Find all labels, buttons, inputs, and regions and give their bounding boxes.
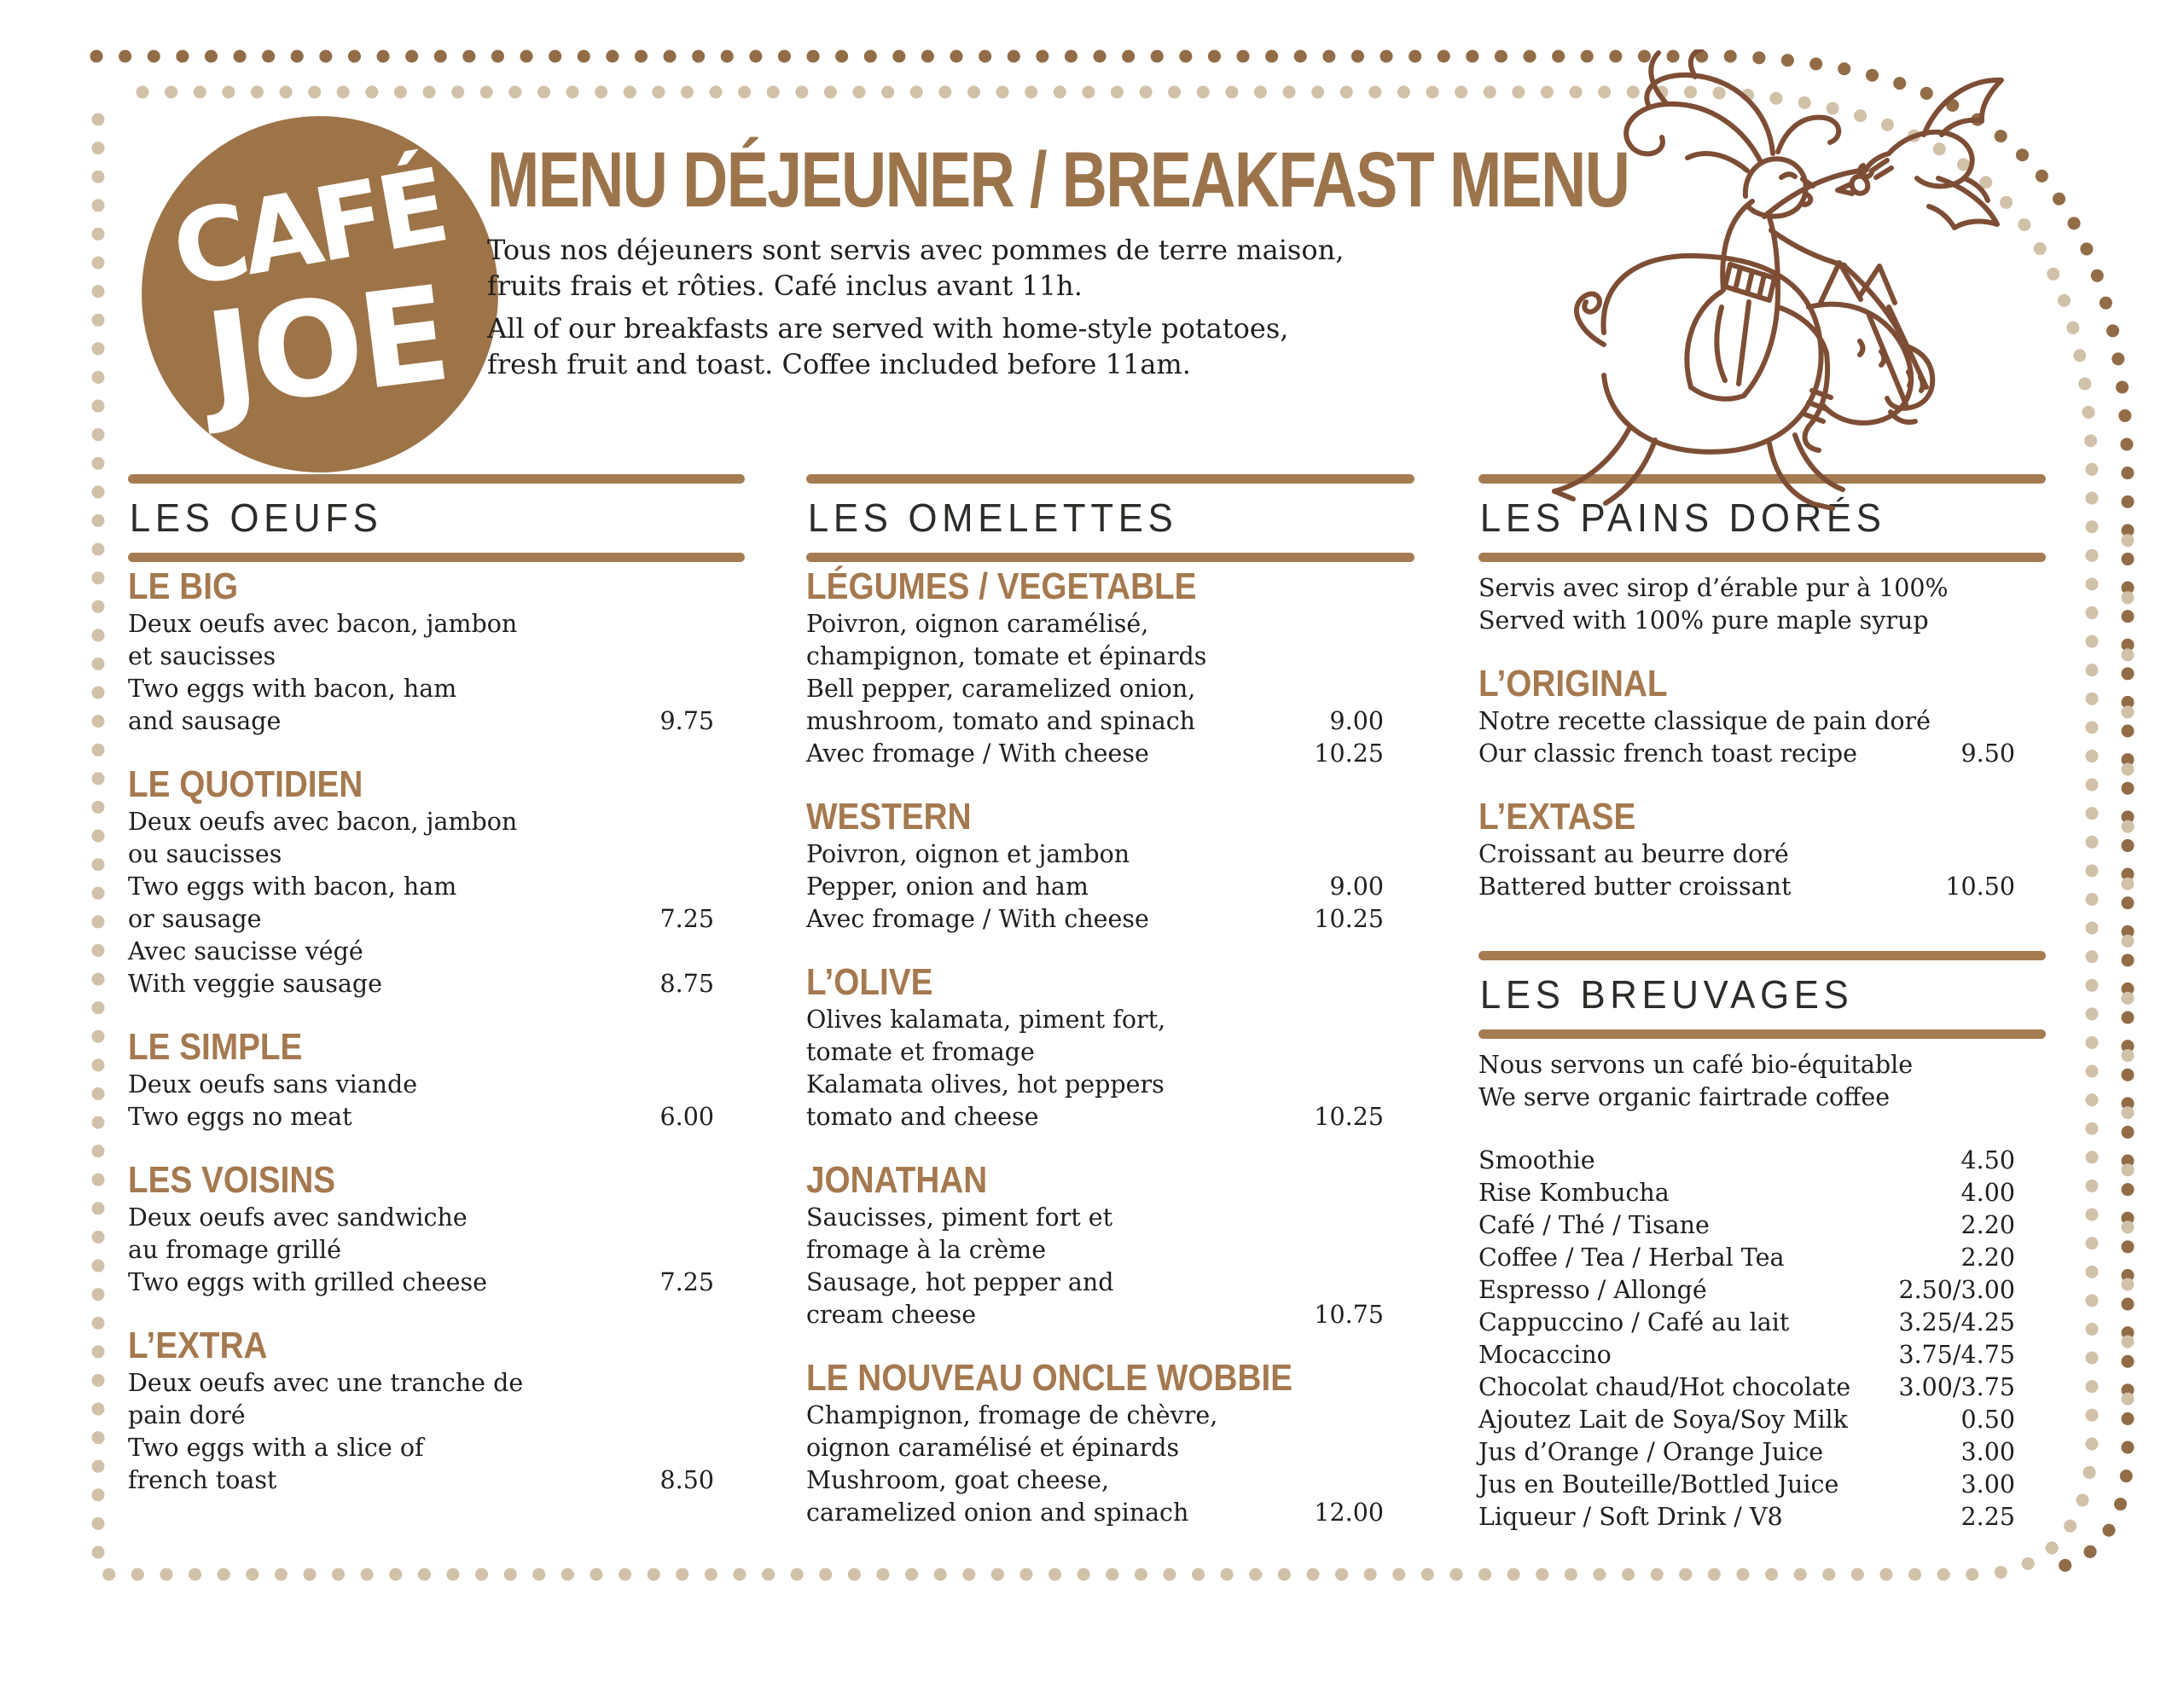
menu-column-les-omelettes — [806, 474, 1414, 1529]
menu-item — [128, 765, 745, 1000]
section-rule-bottom — [1478, 1029, 2046, 1039]
drink-row — [1478, 1371, 2046, 1404]
drinks-list — [1478, 1145, 2046, 1533]
item-line-text: Mushroom, goat cheese, — [806, 1466, 1110, 1494]
item-line — [128, 1432, 745, 1464]
drink-row — [1478, 1177, 2046, 1209]
item-line — [806, 1069, 1414, 1101]
drink-row — [1478, 1209, 2046, 1242]
item-name: L’OLIVE — [806, 961, 933, 1003]
item-price: 12.00 — [1314, 1499, 1384, 1527]
item-line — [806, 1400, 1414, 1432]
item-line-text: Jus d’Orange / Orange Juice — [1478, 1438, 1824, 1466]
item-price: 10.50 — [1945, 872, 2015, 901]
section-title: LES OMELETTES — [807, 496, 1178, 540]
item-line — [806, 838, 1414, 871]
logo-word-cafe: CAFÉ — [164, 147, 453, 311]
item-line-text: Two eggs with bacon, ham — [128, 675, 457, 703]
item-line-text: Jus en Bouteille/Bottled Juice — [1478, 1470, 1839, 1499]
item-price: 8.50 — [659, 1466, 714, 1494]
item-line-text: oignon caramélisé et épinards — [806, 1434, 1180, 1462]
item-line — [128, 1234, 745, 1267]
drink-row — [1478, 1145, 2046, 1177]
section-rule-top — [1478, 951, 2046, 960]
item-line — [806, 1234, 1414, 1267]
item-line-text: Poivron, oignon caramélisé, — [806, 610, 1149, 638]
section-intro-line: Served with 100% pure maple syrup — [1478, 606, 1929, 635]
menu-item — [806, 1161, 1414, 1331]
menu-item — [806, 567, 1414, 770]
item-name: LÉGUMES / VEGETABLE — [806, 565, 1197, 607]
menu-item — [806, 797, 1414, 936]
item-price: 10.25 — [1314, 739, 1384, 768]
item-line-text: pain doré — [128, 1401, 246, 1429]
item-line — [806, 608, 1414, 641]
item-line-text: Café / Thé / Tisane — [1478, 1211, 1710, 1239]
menu-item — [806, 963, 1414, 1133]
intro-line-en-1: All of our breakfasts are served with home-style potatoes, — [487, 312, 1289, 345]
item-line-text: et saucisses — [128, 642, 276, 670]
item-line-text: Deux oeufs avec sandwiche — [128, 1203, 468, 1232]
item-price: 2.25 — [1960, 1503, 2015, 1531]
item-price: 9.00 — [1329, 707, 1384, 735]
drink-row — [1478, 1436, 2046, 1469]
drink-row — [1478, 1404, 2046, 1436]
item-line — [806, 641, 1414, 673]
item-line — [806, 1464, 1414, 1497]
menu-item — [128, 567, 745, 738]
item-line-text: Battered butter croissant — [1478, 872, 1792, 901]
item-line-text: Cappuccino / Café au lait — [1478, 1308, 1790, 1336]
item-price: 3.00/3.75 — [1898, 1373, 2015, 1401]
item-line-text: french toast — [128, 1466, 277, 1494]
item-line-text: champignon, tomate et épinards — [806, 642, 1207, 670]
item-line-text: Pepper, onion and ham — [806, 872, 1089, 901]
intro-line-en-2: fresh fruit and toast. Coffee included before 11am. — [487, 348, 1191, 380]
section-title: LES PAINS DORÉS — [1479, 496, 1886, 540]
item-line-text: mushroom, tomato and spinach — [806, 707, 1196, 735]
item-line-text: Deux oeufs avec une tranche de — [128, 1369, 524, 1397]
item-line-text: Espresso / Allongé — [1478, 1276, 1707, 1304]
item-line — [806, 903, 1414, 936]
item-name: LE SIMPLE — [128, 1026, 303, 1068]
intro-line-fr-2: fruits frais et rôties. Café inclus avant 11h. — [487, 270, 1083, 302]
item-line-text: Rise Kombucha — [1478, 1179, 1670, 1207]
section-header — [128, 474, 745, 562]
section-rule-top — [806, 474, 1414, 484]
masthead — [487, 136, 1767, 382]
drink-row — [1478, 1307, 2046, 1339]
item-price: 3.00 — [1960, 1470, 2015, 1499]
section-title: LES OEUFS — [129, 496, 383, 540]
item-name: LES VOISINS — [128, 1159, 336, 1201]
item-line — [806, 1299, 1414, 1331]
item-line — [128, 903, 745, 936]
item-price: 10.25 — [1314, 905, 1384, 933]
item-name: LE QUOTIDIEN — [128, 763, 363, 805]
item-name: L’EXTRA — [128, 1325, 268, 1366]
item-line-text: Saucisses, piment fort et — [806, 1203, 1113, 1232]
item-line-text: Our classic french toast recipe — [1478, 739, 1858, 768]
item-price: 7.25 — [659, 1268, 714, 1296]
item-line-text: tomate et fromage — [806, 1038, 1035, 1066]
item-line-text: Chocolat chaud/Hot chocolate — [1478, 1373, 1851, 1401]
section-title: LES BREUVAGES — [1479, 972, 1854, 1017]
item-name: WESTERN — [806, 796, 972, 838]
item-line-text: Liqueur / Soft Drink / V8 — [1478, 1503, 1783, 1531]
item-line-text: Mocaccino — [1478, 1341, 1612, 1369]
item-price: 6.00 — [659, 1103, 714, 1131]
item-line — [128, 1101, 745, 1133]
item-line — [128, 1069, 745, 1101]
item-line-text: Champignon, fromage de chèvre, — [806, 1401, 1218, 1429]
section-rule-bottom — [806, 553, 1414, 562]
item-line-text: Deux oeufs avec bacon, jambon — [128, 808, 518, 836]
section-intro-line: We serve organic fairtrade coffee — [1478, 1083, 1891, 1111]
item-line-text: Deux oeufs sans viande — [128, 1070, 418, 1099]
item-line-text: Bell pepper, caramelized onion, — [806, 675, 1196, 703]
intro-line-fr-1: Tous nos déjeuners sont servis avec pommes de terre maison, — [487, 234, 1345, 266]
item-line — [806, 738, 1414, 770]
item-line — [128, 705, 745, 738]
item-line — [128, 1464, 745, 1497]
menu-item — [1478, 664, 2046, 770]
item-price: 9.75 — [659, 707, 714, 735]
item-price: 4.00 — [1960, 1179, 2015, 1207]
menu-item — [128, 1326, 745, 1497]
item-line — [806, 1101, 1414, 1133]
item-line — [806, 1004, 1414, 1036]
item-line — [128, 838, 745, 871]
item-line — [806, 871, 1414, 903]
item-line — [806, 1432, 1414, 1464]
item-line-text: Notre recette classique de pain doré — [1478, 707, 1931, 735]
item-line-text: cream cheese — [806, 1301, 977, 1329]
item-line-text: Sausage, hot pepper and — [806, 1268, 1114, 1296]
item-name: JONATHAN — [806, 1159, 988, 1201]
item-line — [806, 1267, 1414, 1299]
item-line-text: Coffee / Tea / Herbal Tea — [1478, 1244, 1785, 1272]
item-line-text: Two eggs with a slice of — [128, 1434, 424, 1462]
item-line-text: ou saucisses — [128, 840, 282, 868]
item-name: LE NOUVEAU ONCLE WOBBIE — [806, 1357, 1293, 1399]
item-line — [128, 673, 745, 705]
item-line-text: au fromage grillé — [128, 1236, 342, 1264]
item-line-text: Smoothie — [1478, 1146, 1595, 1174]
item-price: 2.20 — [1960, 1211, 2015, 1239]
menu-item — [128, 1161, 745, 1299]
item-line — [1478, 871, 2046, 903]
item-line-text: Deux oeufs avec bacon, jambon — [128, 610, 518, 638]
item-price: 10.25 — [1314, 1103, 1384, 1131]
menu-column-pains-dores-breuvages — [1478, 474, 2046, 1533]
item-line — [128, 871, 745, 903]
item-price: 2.50/3.00 — [1898, 1276, 2015, 1304]
item-line — [128, 1400, 745, 1432]
menu-item — [128, 1028, 745, 1133]
drink-row — [1478, 1469, 2046, 1501]
item-line-text: Ajoutez Lait de Soya/Soy Milk — [1478, 1406, 1848, 1434]
drink-row — [1478, 1501, 2046, 1533]
item-line — [1478, 705, 2046, 738]
item-line-text: or sausage — [128, 905, 262, 933]
logo-word-joe: JOE — [198, 258, 455, 439]
item-price: 8.75 — [659, 970, 714, 998]
item-line-text: fromage à la crème — [806, 1236, 1047, 1264]
item-line — [128, 968, 745, 1000]
item-line-text: Olives kalamata, piment fort, — [806, 1006, 1166, 1034]
item-name: L’EXTASE — [1478, 796, 1636, 838]
drink-row — [1478, 1242, 2046, 1274]
section-intro-line: Servis avec sirop d’érable pur à 100% — [1478, 574, 1949, 602]
item-line-text: Avec fromage / With cheese — [806, 739, 1149, 768]
section-header — [806, 474, 1414, 562]
item-price: 0.50 — [1960, 1406, 2015, 1434]
item-line — [128, 1267, 745, 1299]
section-intro-line: Nous servons un café bio-équitable — [1478, 1051, 1914, 1079]
item-price: 9.00 — [1329, 872, 1384, 901]
item-price: 10.75 — [1314, 1301, 1384, 1329]
item-line-text: Two eggs no meat — [128, 1103, 352, 1131]
item-line-text: Two eggs with grilled cheese — [128, 1268, 487, 1296]
item-line — [1478, 738, 2046, 770]
item-price: 2.20 — [1960, 1244, 2015, 1272]
item-line — [128, 806, 745, 838]
item-line — [128, 608, 745, 641]
item-line — [128, 936, 745, 968]
item-price: 3.00 — [1960, 1438, 2015, 1466]
cafe-joe-logo — [135, 109, 505, 479]
item-line — [128, 1202, 745, 1234]
item-line — [806, 1497, 1414, 1529]
drink-row — [1478, 1339, 2046, 1371]
item-line — [1478, 838, 2046, 871]
item-line — [806, 1202, 1414, 1234]
section-header — [1478, 951, 2046, 1039]
item-line — [128, 1367, 745, 1400]
item-price: 7.25 — [659, 905, 714, 933]
item-line — [128, 641, 745, 673]
item-line — [806, 1036, 1414, 1069]
item-price: 9.50 — [1960, 739, 2015, 768]
item-line-text: Avec fromage / With cheese — [806, 905, 1149, 933]
item-line-text: Avec saucisse végé — [128, 937, 363, 965]
item-line — [806, 673, 1414, 705]
section-rule-bottom — [128, 553, 745, 562]
item-price: 3.25/4.25 — [1898, 1308, 2015, 1336]
page-title: MENU DÉJEUNER / BREAKFAST MENU — [487, 136, 1629, 223]
menu-item — [806, 1359, 1414, 1529]
menu-intro — [487, 232, 1767, 382]
item-price: 4.50 — [1960, 1146, 2015, 1174]
section-intro — [1478, 1049, 2046, 1114]
item-line-text: caramelized onion and spinach — [806, 1499, 1189, 1527]
item-name: LE BIG — [128, 565, 239, 607]
item-line-text: and sausage — [128, 707, 282, 735]
section-intro — [1478, 572, 2046, 637]
item-line-text: Two eggs with bacon, ham — [128, 872, 457, 901]
item-line-text: Croissant au beurre doré — [1478, 840, 1789, 868]
menu-item — [1478, 797, 2046, 903]
drink-row — [1478, 1274, 2046, 1307]
item-line-text: With veggie sausage — [128, 970, 382, 998]
item-line-text: Kalamata olives, hot peppers — [806, 1070, 1165, 1099]
item-price: 3.75/4.75 — [1898, 1341, 2015, 1369]
item-line-text: Poivron, oignon et jambon — [806, 840, 1130, 868]
menu-column-les-oeufs — [128, 474, 745, 1497]
section-rule-bottom — [1478, 553, 2046, 562]
item-name: L’ORIGINAL — [1478, 663, 1668, 704]
item-line-text: tomato and cheese — [806, 1103, 1039, 1131]
item-line — [806, 705, 1414, 738]
